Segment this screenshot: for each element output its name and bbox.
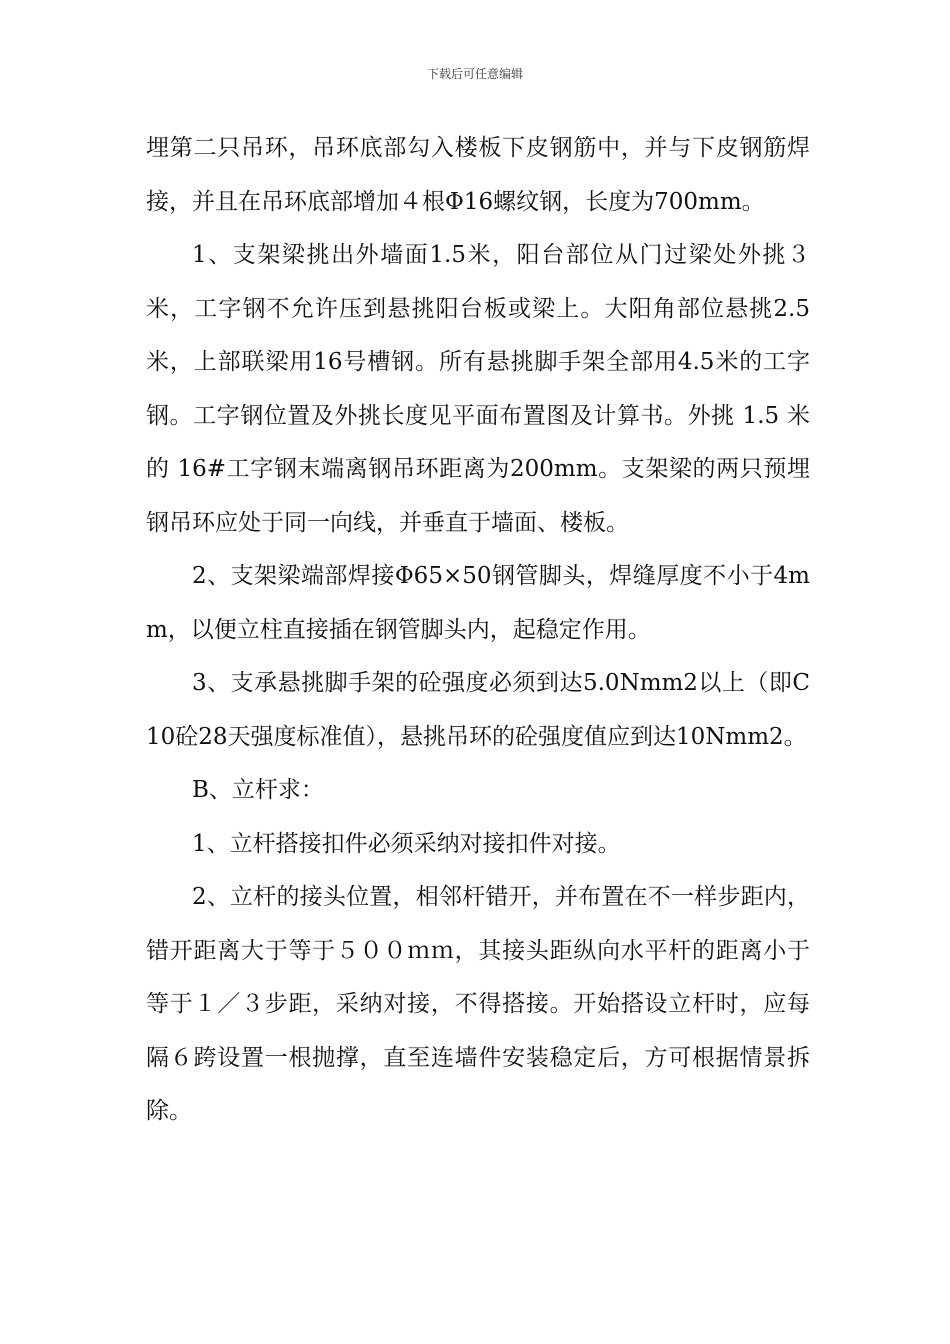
paragraph-1: 埋第二只吊环，吊环底部勾入楼板下皮钢筋中，并与下皮钢筋焊接，并且在吊环底部增加４根Φ16螺纹钢，长度为700mm。 — [146, 135, 810, 215]
paragraph-3: 2、支架梁端部焊接Φ65×50钢管脚头，焊缝厚度不小于4mm，以便立柱直接插在钢管脚头内，起稳定作用。 — [146, 563, 810, 643]
document-body — [146, 122, 810, 1139]
paragraph-2: 1、支架梁挑出外墙面1.5米，阳台部位从门过梁处外挑３米，工字钢不允许压到悬挑阳台板或梁上。大阳角部位悬挑2.5米，上部联梁用16号槽钢。所有悬挑脚手架全部用4.5米的工字钢。工字钢位置及外挑长度见平面布置图及计算书。外挑 1.5 米的 16#工字钢末端离钢吊环距离为200mm。支架梁的两只预埋钢吊环应处于同一向线，并垂直于墙面、楼板。 — [146, 242, 810, 536]
page-header: 下载后可任意编辑 — [426, 67, 523, 81]
paragraph-4: 3、支承悬挑脚手架的砼强度必须到达5.0Nmm2以上（即C10砼28天强度标准值），悬挑吊环的砼强度值应到达10Nmm2。 — [146, 670, 810, 750]
paragraph-7: 2、立杆的接头位置，相邻杆错开，并布置在不一样步距内，错开距离大于等于５００ｍｍ，其接头距纵向水平杆的距离小于等于１／３步距，采纳对接，不得搭接。开始搭设立杆时，应每隔６跨设置一根抛撑，直至连墙件安装稳定后，方可根据情景拆除。 — [146, 884, 810, 1124]
paragraph-6: 1、立杆搭接扣件必须采纳对接扣件对接。 — [192, 830, 621, 857]
paragraph-5: B、立杆求： — [192, 777, 324, 803]
